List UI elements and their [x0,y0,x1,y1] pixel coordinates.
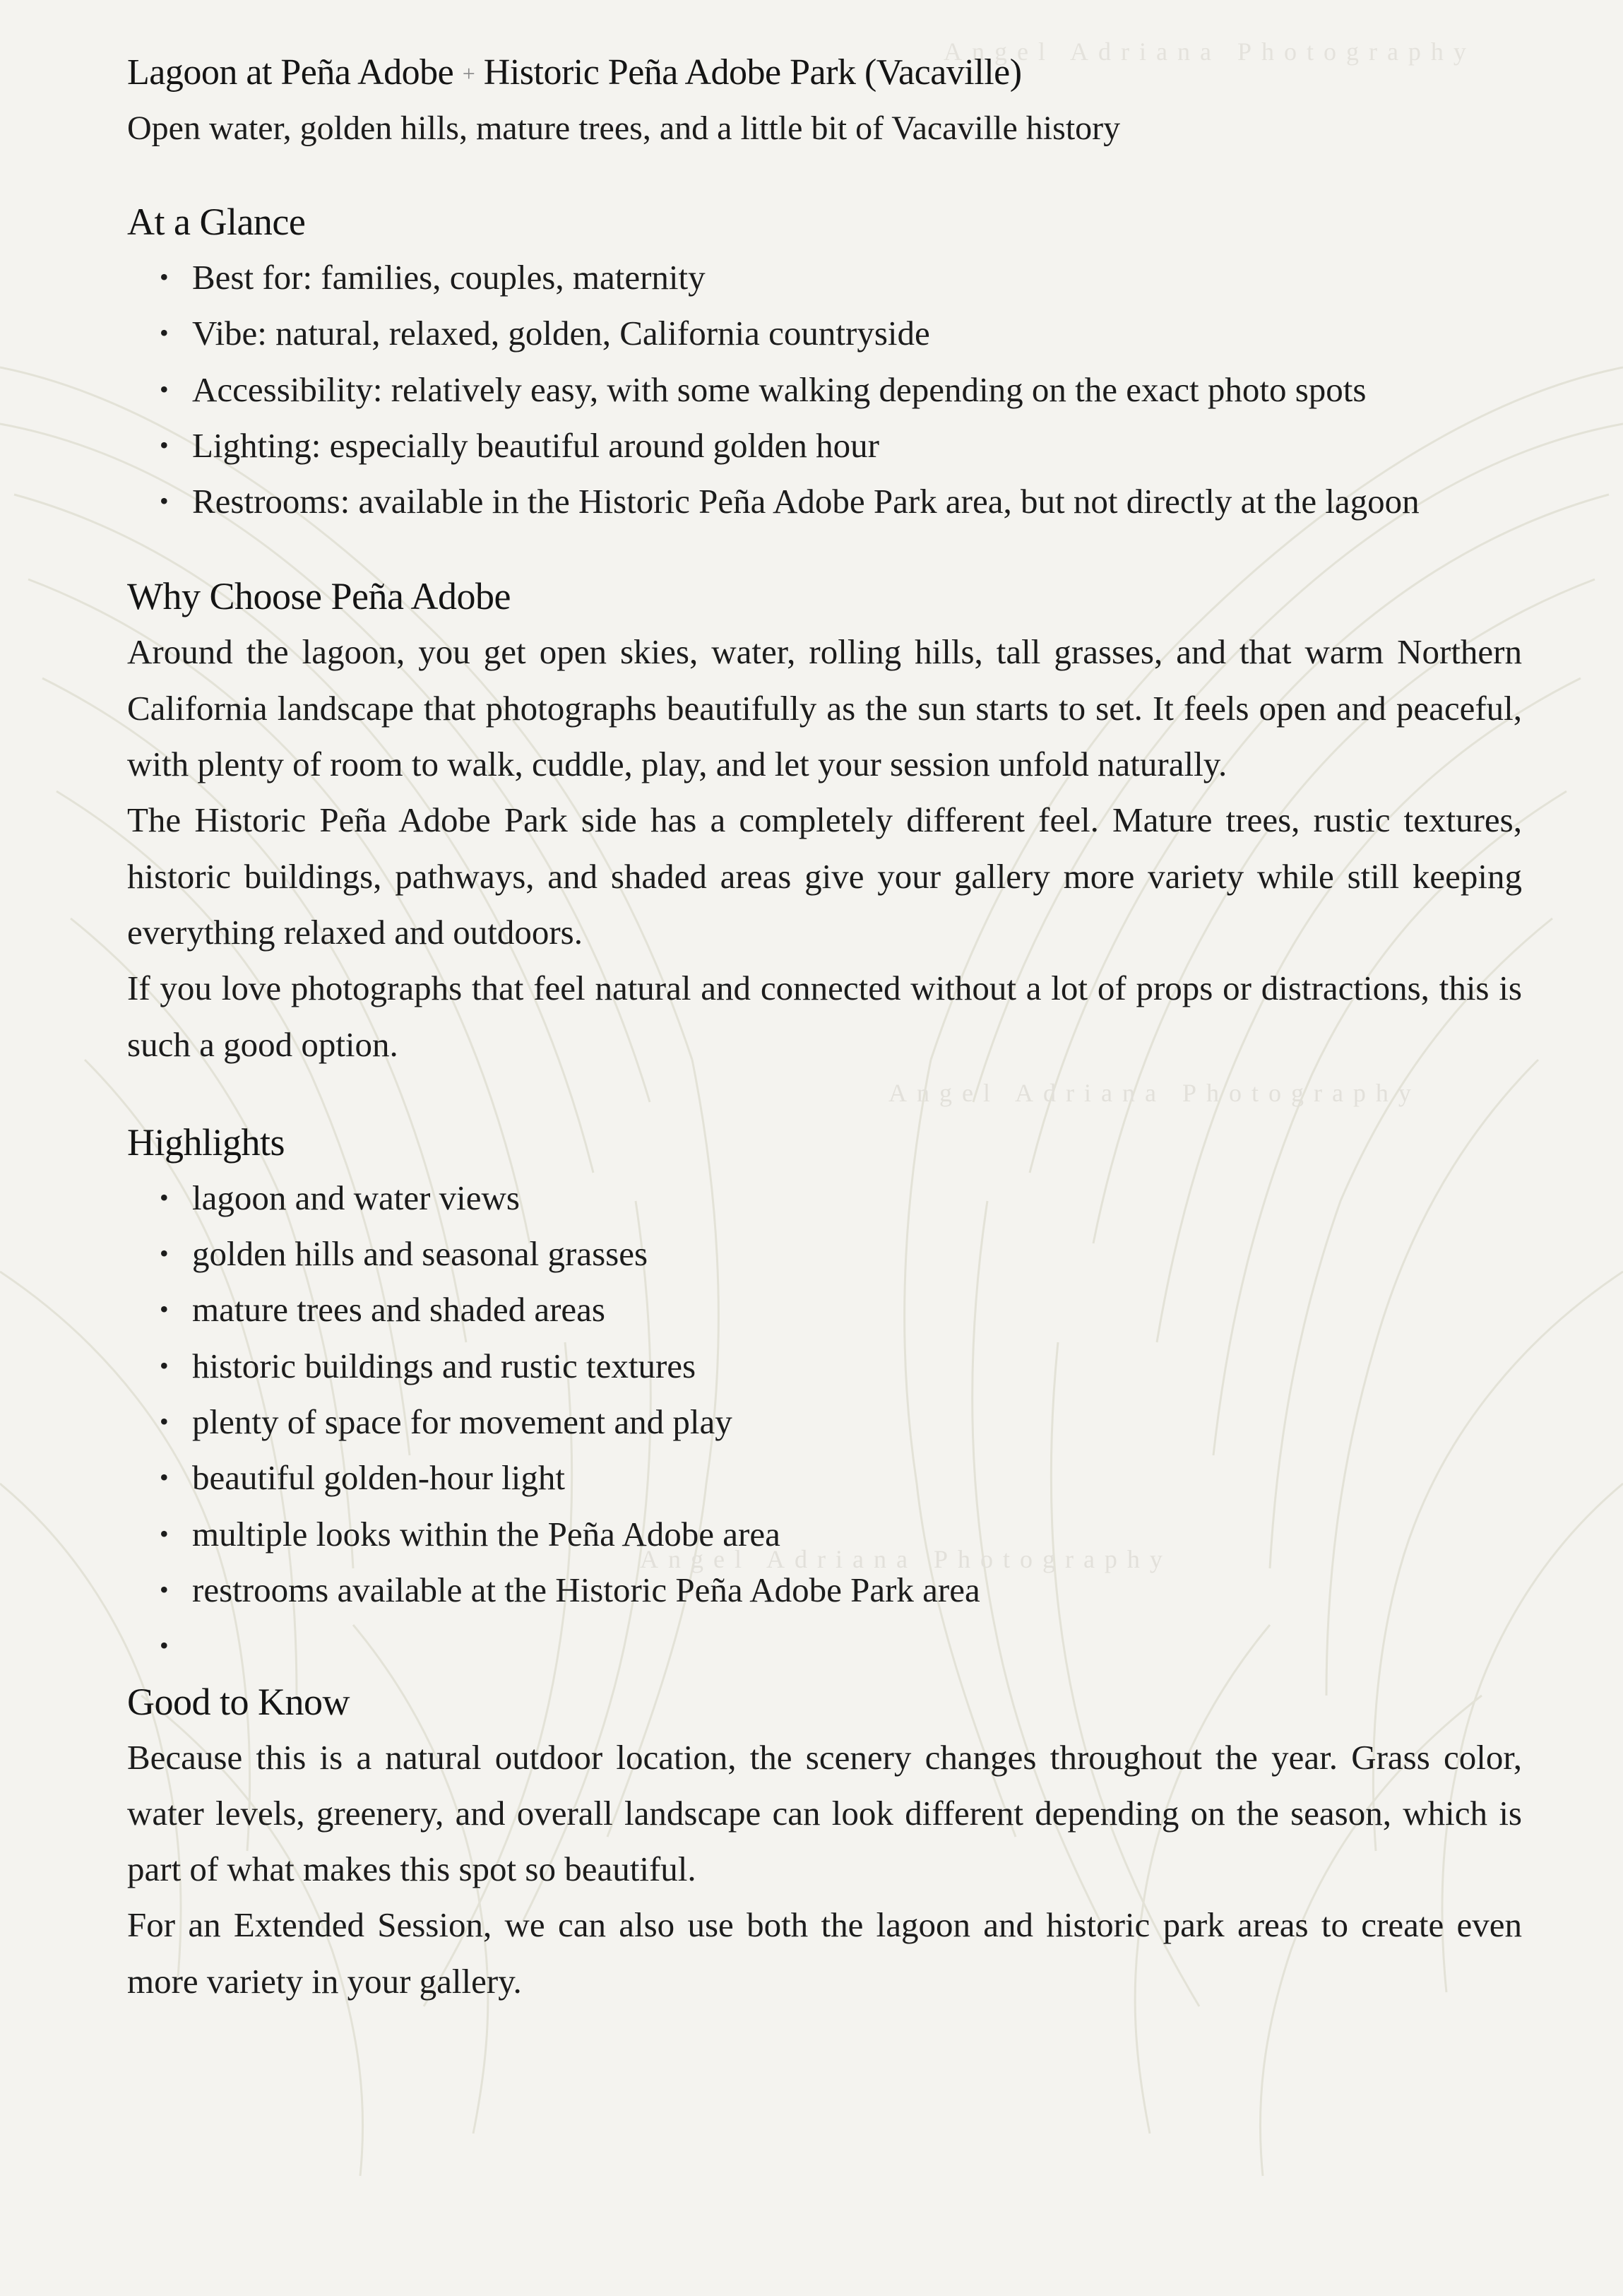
list-item: • plenty of space for movement and play [127,1394,1522,1450]
paragraph: Around the lagoon, you get open skies, water, rolling hills, tall grasses, and that warm Northern California landscape that photographs beautifully as the sun starts to set. It feels open and peaceful, with plenty of room to walk, cuddle, play, and let your session unfold naturally. [127,632,1522,784]
list-item: • restrooms available at the Historic Peña Adobe Park area [127,1562,1522,1618]
page-title [127,45,1522,101]
paragraph: The Historic Peña Adobe Park side has a completely different feel. Mature trees, rustic textures, historic buildings, pathways, and shaded areas give your gallery more variety while still keeping everything relaxed and outdoors. [127,800,1522,952]
list-item: • lagoon and water views [127,1170,1522,1226]
page-subtitle: Open water, golden hills, mature trees, and a little bit of Vacaville history [127,110,1121,147]
highlights-section [127,1115,1522,1674]
watermark-text: Angel Adriana Photography [944,37,1476,66]
section-heading-at-a-glance: At a Glance [127,201,306,243]
good-to-know-section [127,1674,1522,2009]
list-item: • Lighting: especially beautiful around golden hour [127,418,1522,473]
section-heading-good-to-know: Good to Know [127,1680,350,1723]
list-item: • beautiful golden-hour light [127,1450,1522,1505]
watermark-text: Angel Adriana Photography [888,1079,1421,1107]
highlights-list [127,1170,1522,1674]
why-choose-section [127,569,1522,1072]
paragraph: Because this is a natural outdoor location, the scenery changes throughout the year. Grass color, water levels, greenery, and overall landscape can look different depending on the season, which is part of what makes this spot so beautiful. [127,1737,1522,1889]
list-item: • Accessibility: relatively easy, with some walking depending on the exact photo spots [127,362,1522,418]
list-item-empty [127,1618,1522,1674]
paragraph: If you love photographs that feel natural and connected without a lot of props or distractions, this is such a good option. [127,969,1522,1064]
at-a-glance-list [127,249,1522,529]
list-item: • historic buildings and rustic textures [127,1338,1522,1394]
watermark-text: Angel Adriana Photography [640,1545,1172,1573]
page-title-part2: Historic Peña Adobe Park (Vacaville) [483,52,1022,93]
section-heading-why-choose: Why Choose Peña Adobe [127,575,511,618]
paragraph: For an Extended Session, we can also use both the lagoon and historic park areas to create even more variety in your gallery. [127,1905,1522,2001]
at-a-glance-section [127,194,1522,529]
list-item: • mature trees and shaded areas [127,1282,1522,1337]
section-heading-highlights: Highlights [127,1120,285,1164]
page-title-part1: Lagoon at Peña Adobe [127,52,454,93]
list-item: • Restrooms: available in the Historic Peña Adobe Park area, but not directly at the lagoon [127,473,1522,529]
plus-sign: + [462,61,475,86]
document-body [127,45,1522,2009]
list-item: • golden hills and seasonal grasses [127,1226,1522,1282]
list-item: • Best for: families, couples, maternity [127,249,1522,305]
list-item: • multiple looks within the Peña Adobe area [127,1506,1522,1562]
list-item: • Vibe: natural, relaxed, golden, California countryside [127,305,1522,361]
